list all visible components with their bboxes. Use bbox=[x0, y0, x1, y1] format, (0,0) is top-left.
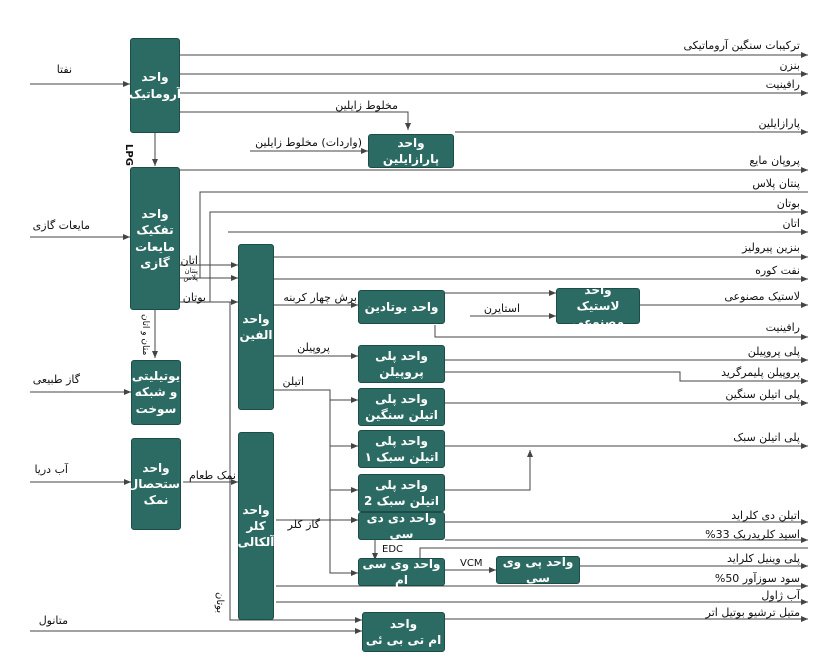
product-ethane: اتان bbox=[782, 217, 800, 230]
product-heavy-aromatics: ترکیبات سنگین آروماتیکی bbox=[683, 39, 800, 52]
feed-methanol: متانول bbox=[38, 614, 68, 627]
stream-propylene: پروپیلن bbox=[297, 341, 330, 354]
product-liquid-propane: پروپان مایع bbox=[749, 154, 800, 167]
product-polypropylene: پلی پروپیلن bbox=[747, 345, 800, 358]
stream-chlorine: گاز کلر bbox=[287, 518, 320, 531]
ngl-fractionation-unit: واحد تفکیک مایعات گازی bbox=[130, 167, 180, 310]
stream-butane: بوتان bbox=[182, 291, 206, 304]
feed-sea-water: آب دریا bbox=[34, 463, 68, 476]
stream-ethane: اتان bbox=[180, 254, 198, 267]
product-mtbe: متیل ترشیو بوتیل اتر bbox=[705, 606, 800, 619]
lldpe-2-unit: واحد پلی اتیلن سبک 2 bbox=[358, 474, 445, 512]
stream-c4-cut: برش چهار کربنه bbox=[283, 291, 357, 304]
product-raffinate-2: رافینیت bbox=[765, 321, 800, 334]
stream-vcm: VCM bbox=[460, 558, 483, 569]
stream-pentane-plus: پنتان پلاس bbox=[183, 267, 198, 282]
product-lldpe: پلی اتیلن سبک bbox=[733, 431, 800, 444]
stream-salt: نمک طعام bbox=[189, 469, 236, 482]
paraxylene-unit: واحد پارازایلین bbox=[368, 134, 454, 168]
edc-unit: واحد دی دی سی bbox=[358, 512, 445, 540]
polypropylene-unit: واحد پلی پروپیلن bbox=[358, 345, 445, 383]
stream-xylene-mix: مخلوط زایلین bbox=[335, 99, 398, 112]
utility-unit: یوتیلیتی و شبکه سوخت bbox=[131, 360, 181, 425]
stream-butene: بوتان bbox=[214, 592, 225, 614]
stream-styrene: استایرن bbox=[483, 302, 520, 315]
stream-ethylene: اتیلن bbox=[282, 375, 304, 388]
feed-natural-gas: گاز طبیعی bbox=[32, 373, 80, 386]
product-pyrolysis-gasoline: بنزین پیرولیز bbox=[742, 241, 800, 254]
product-raffinate-1: رافینیت bbox=[765, 78, 800, 91]
product-pentane-plus: پنتان پلاس bbox=[752, 177, 800, 190]
pvc-unit: واحد پی وی سی bbox=[496, 556, 580, 584]
stream-lpg: LPG bbox=[123, 144, 134, 166]
product-gel-water: آب ژاول bbox=[761, 589, 800, 602]
product-paraxylene: پارازایلین bbox=[758, 117, 800, 130]
hdpe-unit: واحد پلی اتیلن سنگین bbox=[358, 388, 445, 426]
product-synthetic-rubber: لاستیک مصنوعی bbox=[724, 290, 800, 303]
butadiene-unit: واحد بوتادین bbox=[358, 290, 445, 324]
product-caustic-soda: سود سوزآور 50% bbox=[714, 572, 800, 585]
feed-naphtha: نفتا bbox=[56, 63, 72, 76]
product-butane: بوتان bbox=[776, 197, 800, 210]
product-furnace-oil: نفت کوره bbox=[755, 264, 800, 277]
chlor-alkali-unit: واحد کلر آلکالی bbox=[238, 432, 274, 620]
product-hdpe: پلی اتیلن سنگین bbox=[725, 388, 800, 401]
feed-gas-condensate: مایعات گازی bbox=[32, 219, 90, 232]
product-hcl: اسید کلریدریک 33% bbox=[705, 528, 800, 541]
stream-edc: EDC bbox=[382, 544, 404, 555]
lldpe-1-unit: واحد پلی اتیلن سبک ۱ bbox=[358, 430, 445, 468]
salt-extraction-unit: واحد استحصال نمک bbox=[131, 438, 181, 530]
stream-xylene-mix-import: (واردات) مخلوط زایلین bbox=[255, 136, 362, 149]
product-propylene-polymer-grade: پروپیلن پلیمرگرید bbox=[721, 366, 800, 379]
aromatic-unit: واحد آروماتیک bbox=[130, 38, 180, 133]
mtbe-unit: واحد ام تی بی ئی bbox=[362, 612, 445, 652]
product-pvc: پلی وینیل کلراید bbox=[726, 552, 800, 565]
vcm-unit: واحد وی سی ام bbox=[358, 558, 445, 586]
stream-methane-ethane: متان و اتان bbox=[140, 314, 150, 356]
product-edc: اتیلن دی کلراید bbox=[731, 509, 800, 522]
synthetic-rubber-unit: واحد لاستیک مصنوعی bbox=[556, 288, 640, 324]
product-benzene: بنزن bbox=[779, 59, 800, 72]
olefin-unit: واحد الفین bbox=[238, 244, 274, 410]
